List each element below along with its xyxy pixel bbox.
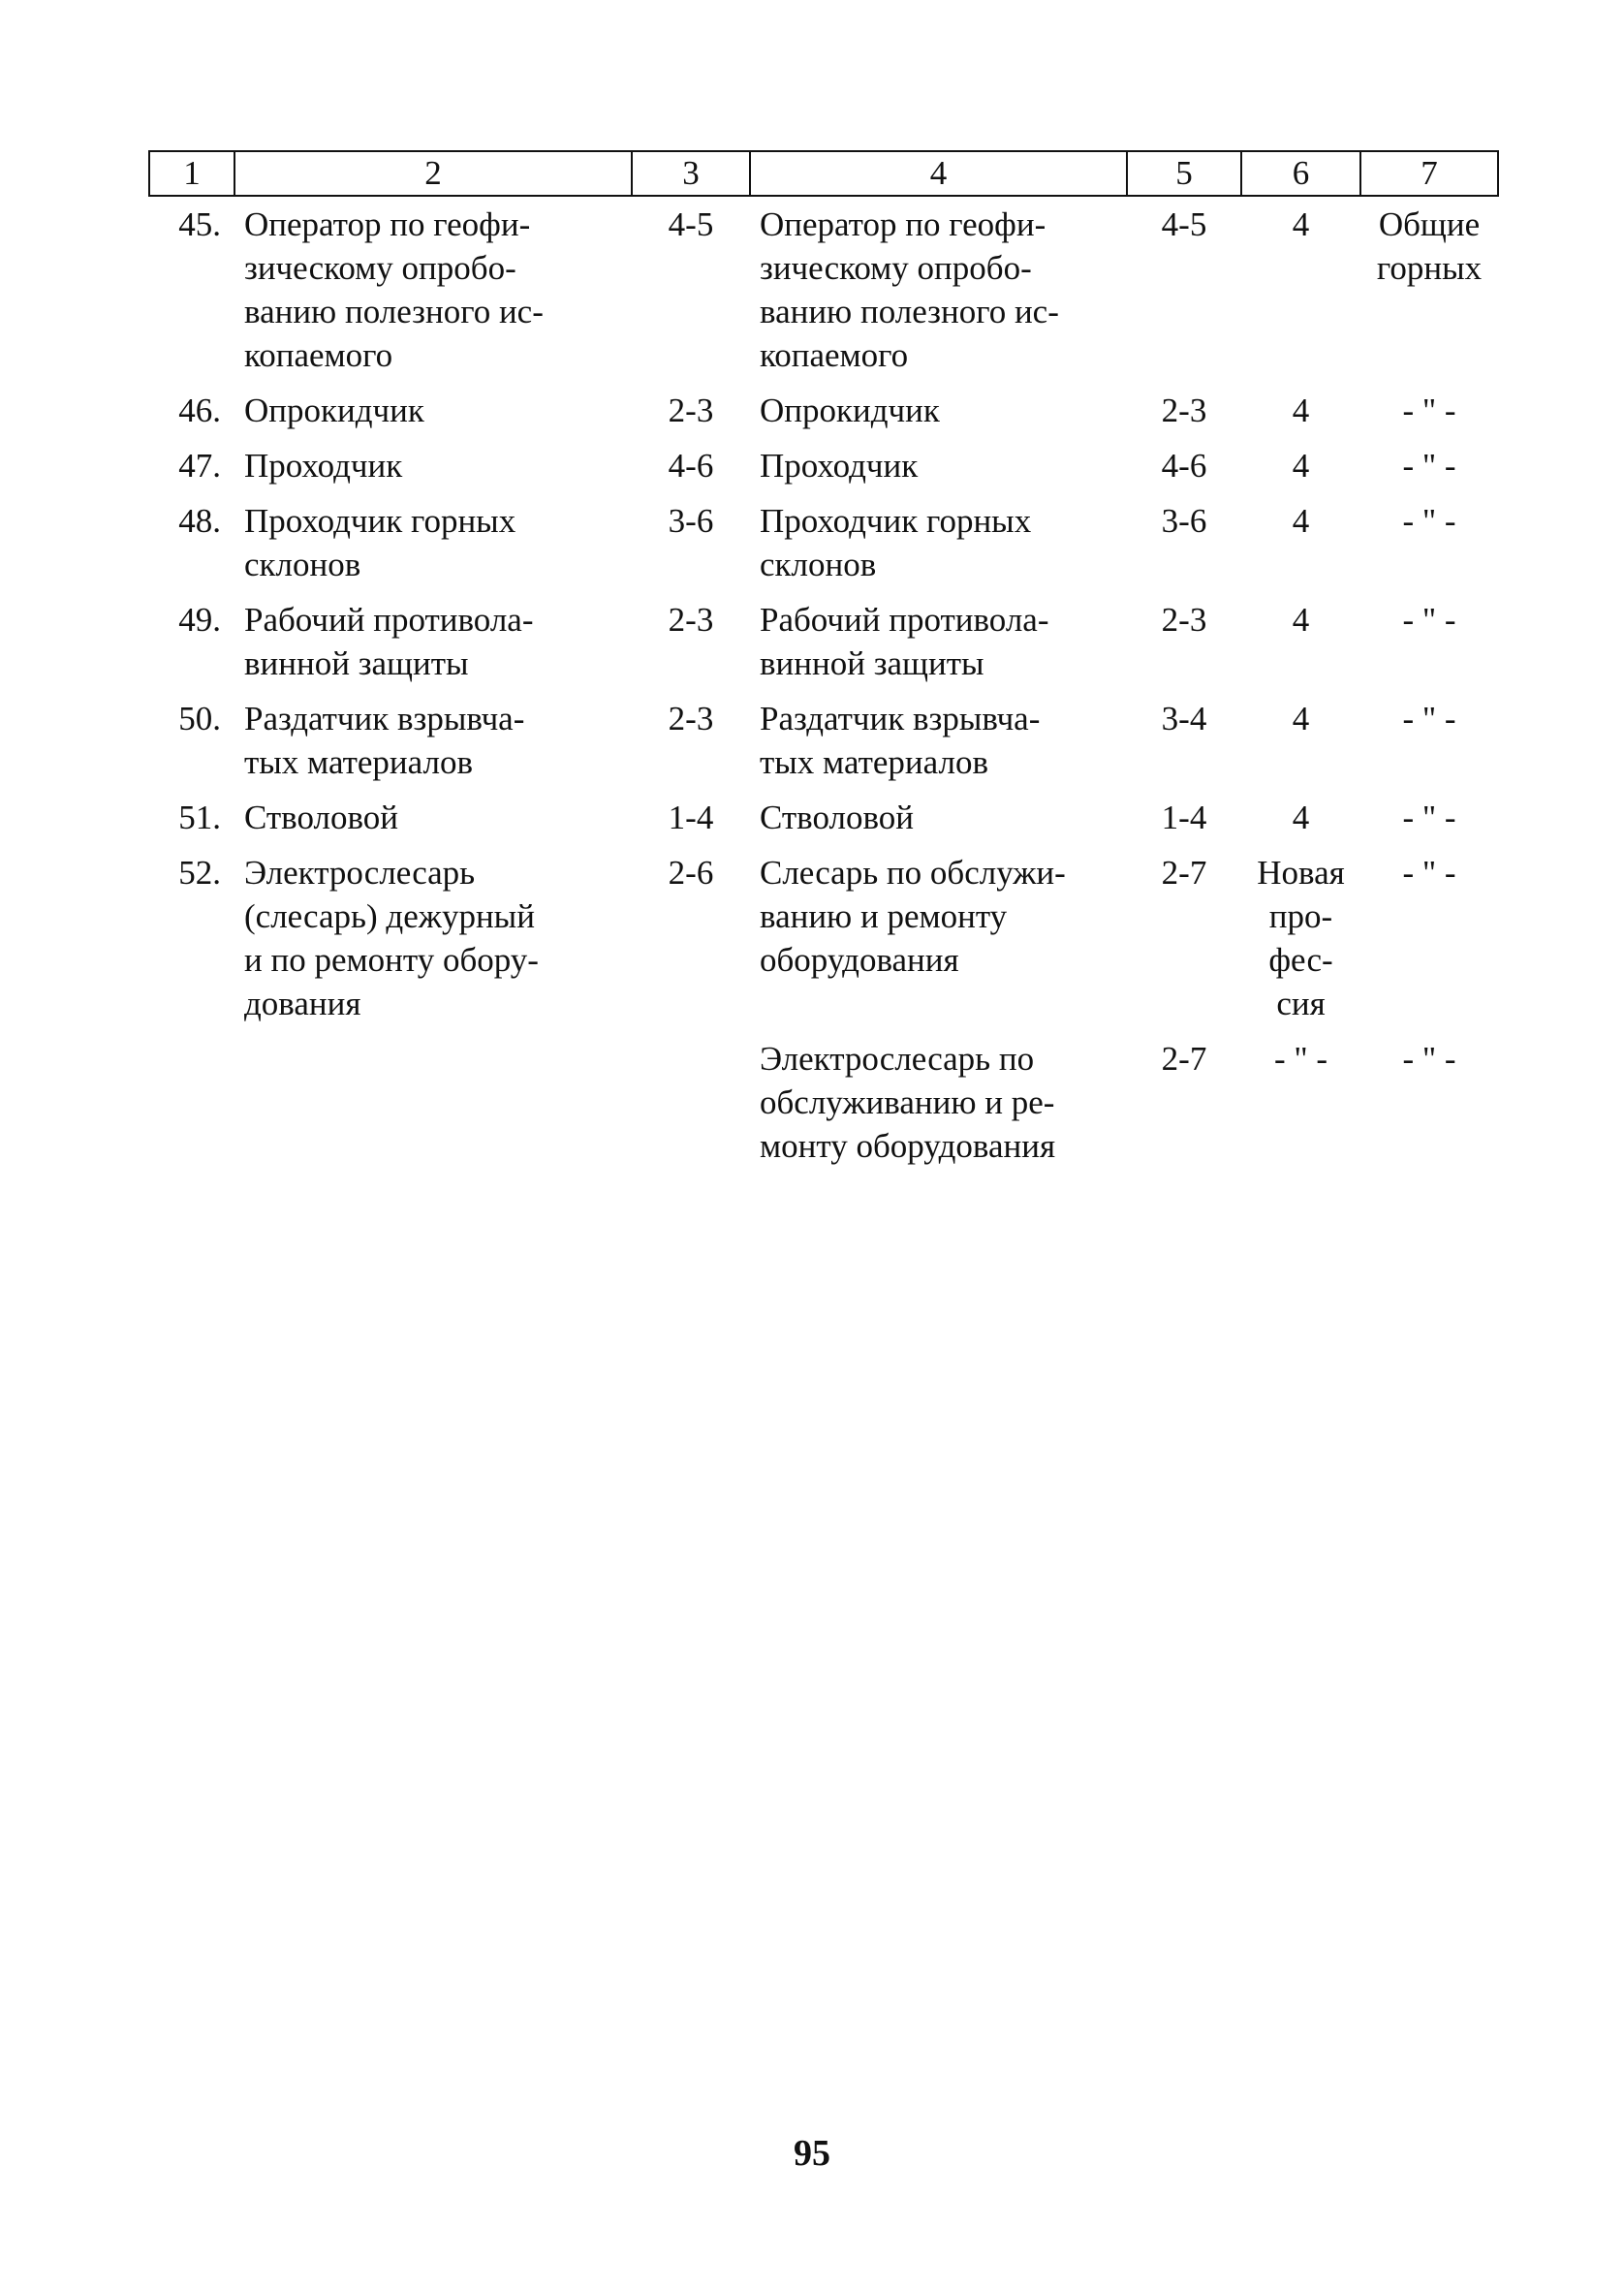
row-number: 46. — [178, 392, 221, 429]
header-row — [149, 151, 1498, 196]
row-number: 45. — [178, 205, 221, 243]
new-profession-name: Электрослесарь по обслуживанию и ре- монту оборудования — [760, 1040, 1056, 1165]
old-grade-range: 1-4 — [668, 799, 714, 836]
new-grade-range: 1-4 — [1161, 799, 1207, 836]
new-profession-name: Раздатчик взрывча- тых материалов — [760, 700, 1041, 781]
new-grade-range: 4-6 — [1161, 447, 1207, 485]
note: Общие горных — [1376, 205, 1483, 287]
note: - " - — [1402, 601, 1456, 639]
note: - " - — [1402, 854, 1456, 892]
old-profession-name: Стволовой — [244, 799, 398, 836]
note: - " - — [1402, 700, 1456, 737]
old-grade-range: 2-6 — [668, 854, 714, 892]
row-number: 48. — [178, 502, 221, 540]
old-profession-name — [234, 1025, 632, 1168]
page-number: 95 — [794, 2133, 830, 2174]
category: 4 — [1292, 700, 1310, 737]
table-header — [149, 151, 1498, 196]
category: - " - — [1273, 1040, 1328, 1078]
old-profession-name: Проходчик горных склонов — [244, 502, 516, 583]
row-number: 50. — [178, 700, 221, 737]
category: 4 — [1292, 601, 1310, 639]
row-number: 52. — [178, 854, 221, 892]
row-number: 51. — [178, 799, 221, 836]
table-row — [149, 685, 1498, 784]
row-number: 49. — [178, 601, 221, 639]
new-grade-range: 2-7 — [1161, 1040, 1207, 1078]
category: Новая про- фес- сия — [1257, 854, 1345, 1022]
old-grade-range: 4-6 — [668, 447, 714, 485]
row-number: 47. — [178, 447, 221, 485]
header-col-5: 5 — [1127, 151, 1241, 196]
header-col-3: 3 — [632, 151, 750, 196]
old-grade-range: 2-3 — [668, 601, 714, 639]
header-col-2: 2 — [234, 151, 632, 196]
new-profession-name: Стволовой — [760, 799, 914, 836]
note: - " - — [1402, 1040, 1456, 1078]
old-grade-range: 2-3 — [668, 392, 714, 429]
note: - " - — [1402, 392, 1456, 429]
note: - " - — [1402, 502, 1456, 540]
old-grade-range: 2-3 — [668, 700, 714, 737]
category: 4 — [1292, 392, 1310, 429]
row-number — [149, 1025, 234, 1168]
header-col-4: 4 — [750, 151, 1127, 196]
table-row — [149, 784, 1498, 839]
old-profession-name: Оператор по геофи- зическому опробо- ванию полезного ис- копаемого — [244, 205, 544, 374]
new-grade-range: 2-7 — [1161, 854, 1207, 892]
table-row — [149, 487, 1498, 586]
category: 4 — [1292, 447, 1310, 485]
old-profession-name: Проходчик — [244, 447, 403, 485]
category: 4 — [1292, 502, 1310, 540]
old-grade-range: 3-6 — [668, 502, 714, 540]
table-row — [149, 839, 1498, 1025]
table-row — [149, 586, 1498, 685]
note: - " - — [1402, 447, 1456, 485]
table-row — [149, 1025, 1498, 1168]
new-profession-name: Слесарь по обслужи- ванию и ремонту оборудования — [760, 854, 1066, 979]
new-grade-range: 3-6 — [1161, 502, 1207, 540]
old-profession-name: Рабочий противола- винной защиты — [244, 601, 534, 682]
category: 4 — [1292, 205, 1310, 243]
new-grade-range: 4-5 — [1161, 205, 1207, 243]
new-grade-range: 2-3 — [1161, 392, 1207, 429]
new-profession-name: Рабочий противола- винной защиты — [760, 601, 1049, 682]
old-profession-name: Электрослесарь (слесарь) дежурный и по ремонту обору- дования — [244, 854, 539, 1022]
new-profession-name: Проходчик — [760, 447, 919, 485]
note: - " - — [1402, 799, 1456, 836]
table-row — [149, 196, 1498, 377]
header-col-6: 6 — [1241, 151, 1360, 196]
old-grade-range: 4-5 — [668, 205, 714, 243]
new-profession-name: Оператор по геофи- зическому опробо- ванию полезного ис- копаемого — [760, 205, 1059, 374]
new-profession-name: Опрокидчик — [760, 392, 940, 429]
table-row — [149, 377, 1498, 432]
new-grade-range: 2-3 — [1161, 601, 1207, 639]
professions-table — [148, 150, 1499, 1168]
table-row — [149, 432, 1498, 487]
category: 4 — [1292, 799, 1310, 836]
old-grade-range — [632, 1025, 750, 1168]
header-col-1: 1 — [149, 151, 234, 196]
old-profession-name: Опрокидчик — [244, 392, 424, 429]
new-profession-name: Проходчик горных склонов — [760, 502, 1032, 583]
table-body — [149, 196, 1498, 1168]
old-profession-name: Раздатчик взрывча- тых материалов — [244, 700, 525, 781]
new-grade-range: 3-4 — [1161, 700, 1207, 737]
header-col-7: 7 — [1360, 151, 1498, 196]
